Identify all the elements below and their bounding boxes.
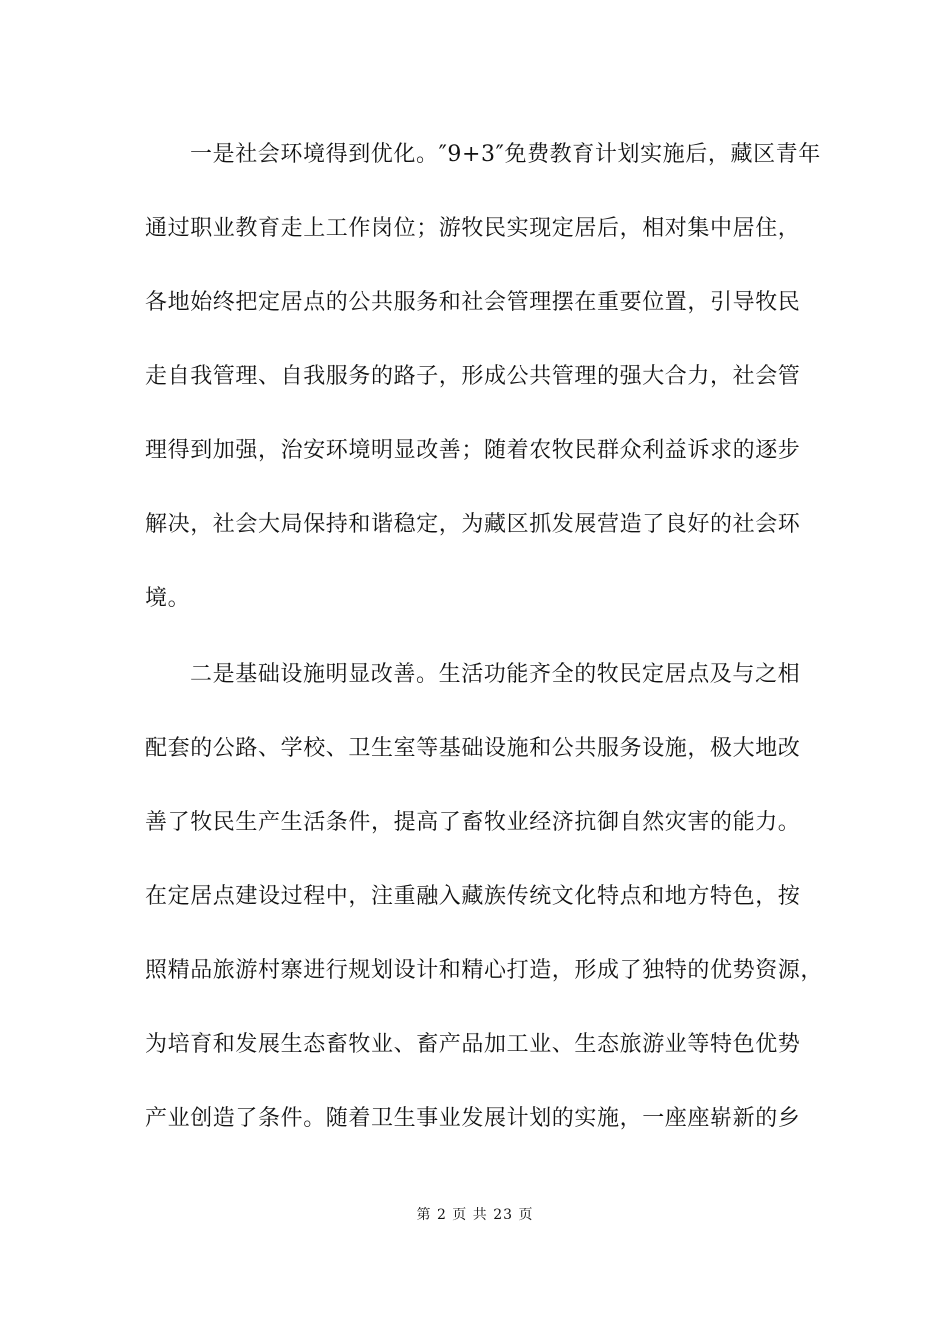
paragraph-2-line-2: 配套的公路、学校、卫生室等基础设施和公共服务设施，极大地改 — [145, 736, 801, 761]
paragraph-1-line-5: 理得到加强，治安环境明显改善；随着农牧民群众利益诉求的逐步 — [145, 438, 801, 463]
paragraph-2-line-3: 善了牧民生产生活条件，提高了畜牧业经济抗御自然灾害的能力。 — [145, 810, 801, 835]
paragraph-2-line-4: 在定居点建设过程中，注重融入藏族传统文化特点和地方特色，按 — [145, 884, 801, 909]
paragraph-1-line-4: 走自我管理、自我服务的路子，形成公共管理的强大合力，社会管 — [145, 364, 801, 389]
paragraph-1-line-1: 一是社会环境得到优化。″9+3″免费教育计划实施后，藏区青年 — [190, 142, 821, 167]
paragraph-1-line-2: 通过职业教育走上工作岗位；游牧民实现定居后，相对集中居住， — [145, 216, 801, 241]
paragraph-1-line-6: 解决，社会大局保持和谐稳定，为藏区抓发展营造了良好的社会环 — [145, 512, 801, 537]
page-number-footer: 第 2 页 共 23 页 — [416, 1207, 534, 1223]
paragraph-2-line-1: 二是基础设施明显改善。生活功能齐全的牧民定居点及与之相 — [190, 662, 801, 687]
paragraph-2-line-6: 为培育和发展生态畜牧业、畜产品加工业、生态旅游业等特色优势 — [145, 1032, 801, 1057]
paragraph-1-line-7: 境。 — [145, 586, 191, 611]
paragraph-2-line-7: 产业创造了条件。随着卫生事业发展计划的实施，一座座崭新的乡 — [145, 1106, 801, 1131]
paragraph-2-line-5: 照精品旅游村寨进行规划设计和精心打造，形成了独特的优势资源， — [145, 958, 824, 983]
paragraph-1-line-3: 各地始终把定居点的公共服务和社会管理摆在重要位置，引导牧民 — [145, 290, 801, 315]
